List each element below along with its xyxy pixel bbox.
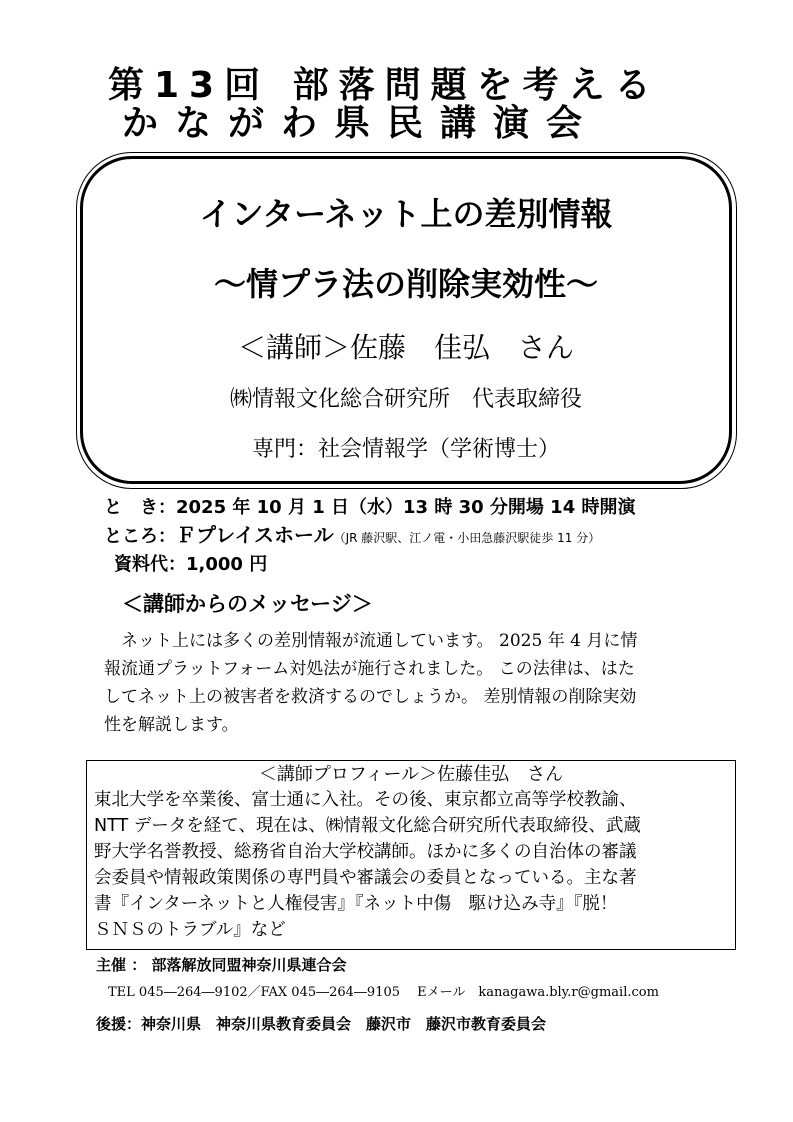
lecturer-specialty: 専門：社会情報学（学術博士） [251,437,560,462]
profile-body [94,787,734,943]
lecture-title: インターネット上の差別情報 [199,195,613,233]
event-title-line2: かながわ県民講演会 [122,103,600,144]
profile-line: ＳＮＳのトラブル』など [94,920,286,940]
lecturer-name: ＜講師＞佐藤 佳弘 さん [237,331,574,364]
lecture-subtitle: ～情プラ法の削除実効性～ [213,265,598,303]
profile-line: 書『インターネットと人権侵害』『ネット中傷 駆け込み寺』『脱！ [94,894,618,914]
organizer: 主催 ： 部落解放同盟神奈川県連合会 [96,956,347,974]
message-heading: ＜講師からのメッセージ＞ [122,592,373,616]
profile-line: NTT データを経て、現在は、㈱情報文化総合研究所代表取締役、武蔵 [94,816,641,836]
message-line: 性を解説します。 [104,715,239,735]
access-note: （JR 藤沢駅、江ノ電・小田急藤沢駅徒歩 11 分） [333,531,601,545]
message-line: してネット上の被害者を救済するのでしょうか。 差別情報の削除実効 [104,687,637,707]
date-label: と き： [104,497,176,518]
profile-line: 野大学名誉教授、総務省自治大学校講師。ほかに多くの自治体の審議 [94,842,637,862]
profile-line: 会委員や情報政策関係の専門員や審議会の委員となっている。主な著 [94,868,637,888]
message-line: 報流通プラットフォーム対処法が施行されました。 この法律は、はた [104,659,635,679]
message-body [104,627,704,739]
contact-info: TEL 045―264―9102／FAX 045―264―9105 Eメール kanagawa.bly.r@gmail.com [108,985,659,1000]
event-date [104,496,635,520]
message-line: ネット上には多くの差別情報が流通しています。 2025 年 4 月に情 [104,631,638,651]
event-place [104,523,600,550]
material-fee: 資料代：1,000 円 [114,554,268,575]
profile-line: 東北大学を卒業後、富士通に入社。その後、東京都立高等学校教諭、 [94,790,637,810]
date-value: 2025 年 10 月 1 日（水）13 時 30 分開場 14 時開演 [176,497,636,518]
place-label: ところ： [104,526,176,547]
supporters: 後援：神奈川県 神奈川県教育委員会 藤沢市 藤沢市教育委員会 [96,1015,547,1033]
event-title-line1: 第13回 部落問題を考える [108,65,661,106]
venue-name: Ｆプレイスホール [176,523,334,547]
profile-heading: ＜講師プロフィール＞佐藤佳弘 さん [258,764,564,785]
lecturer-affiliation: ㈱情報文化総合研究所 代表取締役 [229,387,582,412]
